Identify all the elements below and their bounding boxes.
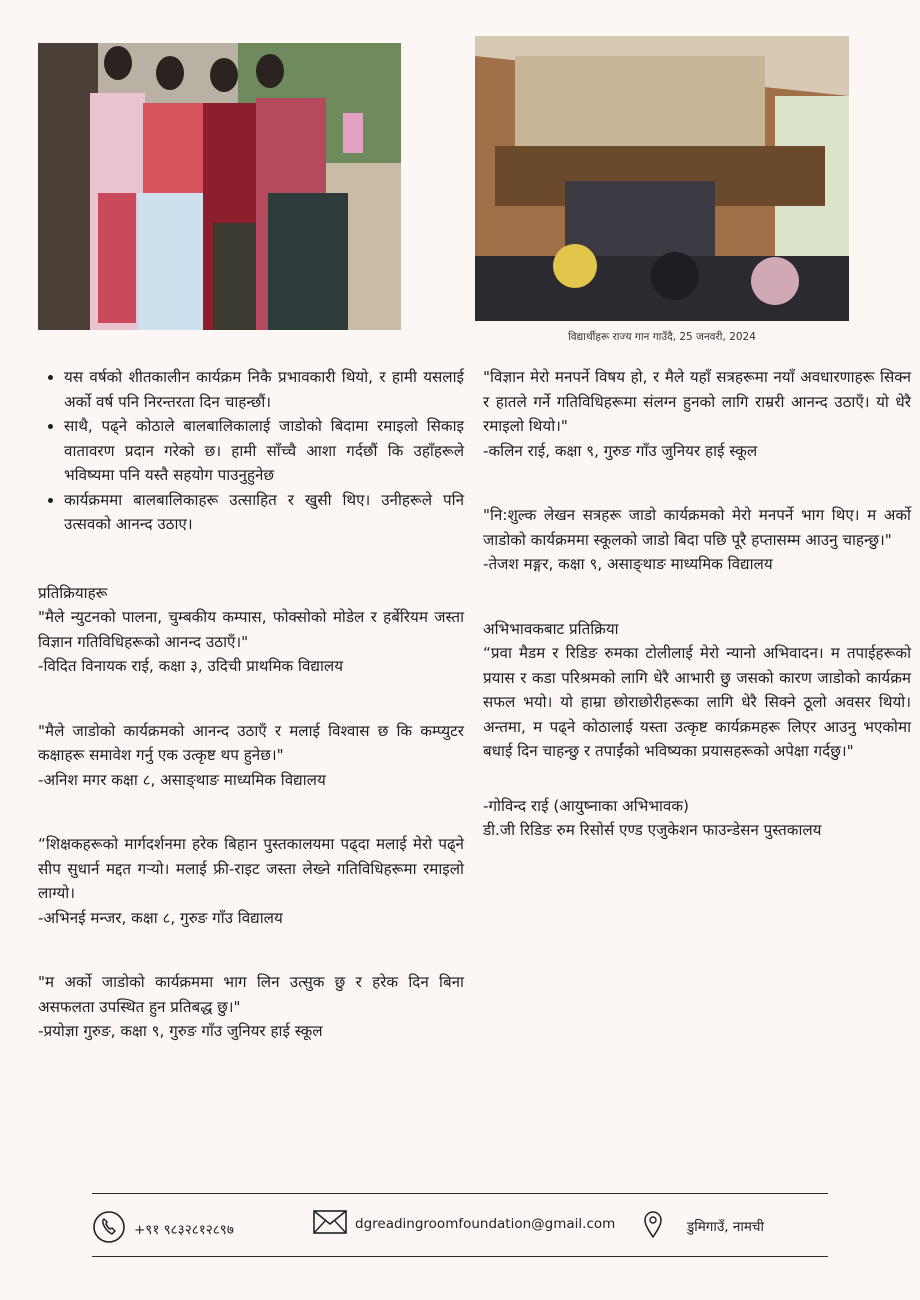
phone-icon	[92, 1210, 126, 1248]
footer-email[interactable]	[313, 1210, 615, 1238]
highlight-item: • कार्यक्रममा बालबालिकाहरू उत्साहित र खुसी थिए। उनीहरूले पनि उत्सवको आनन्द उठाए।	[64, 488, 464, 537]
parent-feedback-heading: अभिभावकबाट प्रतिक्रिया	[483, 619, 619, 638]
parent-attribution: -गोविन्द राई (आयुष्नाका अभिभावक)	[483, 796, 689, 815]
highlights-list	[38, 365, 464, 537]
phone-number: +९१ ९८३२८१२८९७	[134, 1222, 234, 1238]
address-text: डुमिगाउँ, नामची	[687, 1219, 765, 1235]
location-pin-icon	[643, 1210, 663, 1242]
right-column	[483, 365, 911, 843]
footer-divider-bottom	[92, 1256, 828, 1257]
feedback-attribution: -प्रयोज्ञा गुरुङ, कक्षा ९, गुरुङ गाँउ जुनियर हाई स्कूल	[38, 1022, 323, 1040]
feedback-attribution: -अनिश मगर कक्षा ८, असाङ्थाङ माध्यमिक विद्यालय	[38, 770, 326, 789]
feedback-heading: प्रतिक्रियाहरू	[38, 583, 108, 602]
feedback-attribution: -तेजश मङ्गर, कक्षा ९, असाङ्थाङ माध्यमिक विद्यालय	[483, 555, 773, 573]
photo-students-singing	[475, 36, 849, 321]
feedback-quote: "नि:शुल्क लेखन सत्रहरू जाडो कार्यक्रमको मेरो मनपर्ने भाग थिए। म अर्को जाडोको कार्यक्रममा स्कूलको जाडो बिदा पछि पूरै हप्तासम्म आउनु चाहन्छु।"	[483, 506, 911, 549]
feedback-attribution: -अभिनई मन्जर, कक्षा ८, गुरुङ गाँउ विद्यालय	[38, 908, 283, 927]
feedback-quote: "मैले जाडोको कार्यक्रमको आनन्द उठाएँ र मलाई विश्वास छ कि कम्प्युटर कक्षाहरू समावेश गर्नु एक उत्कृष्ट थप हुनेछ।"	[38, 721, 464, 764]
feedback-attribution: -विदित विनायक राई, कक्षा ३, उदिची प्राथमिक विद्यालय	[38, 657, 344, 675]
envelope-icon	[313, 1210, 347, 1238]
footer-divider-top	[92, 1193, 828, 1194]
feedback-attribution: -कलिन राई, कक्षा ९, गुरुङ गाँउ जुनियर हाई स्कूल	[483, 441, 758, 460]
email-address: dgreadingroomfoundation@gmail.com	[355, 1216, 616, 1232]
footer-address	[643, 1210, 764, 1242]
photo-caption: विद्यार्थीहरू राज्य गान गाउँदै, 25 जनवरी, 2024	[568, 331, 756, 343]
parent-quote: “प्रवा मैडम र रिडिङ रुमका टोलीलाई मेरो न्यानो अभिवादन। म तपाईहरूको प्रयास र कडा परिश्रमको लागि धेरै आभारी छु जसको कारण जाडोको कार्यक्रम सफल भयो। यो हाम्रा छोराछोरीहरूका लागि धेरै सिक्ने ठूलो अवसर थियो। अन्तमा, म पढ्ने कोठालाई यस्ता उत्कृष्ट कार्यक्रमहरू लिएर आउनु भएकोमा बधाई दिन चाहन्छु र तपाईंको भविष्यका प्रयासहरूको अपेक्षा गर्दछु।"	[483, 644, 911, 760]
footer-phone[interactable]	[92, 1210, 234, 1248]
left-column	[38, 365, 464, 1044]
parent-organization: डी.जी रिडिङ रुम रिसोर्स एण्ड एजुकेशन फाउन्डेसन पुस्तकालय	[483, 821, 822, 839]
feedback-quote: "मैले न्युटनको पालना, चुम्बकीय कम्पास, फोक्सोको मोडेल र हर्बेरियम जस्ता विज्ञान गतिविधिहरूको आनन्द उठाएँ।"	[38, 608, 464, 651]
feedback-quote: "म अर्को जाडोको कार्यक्रममा भाग लिन उत्सुक छु र हरेक दिन बिना असफलता उपस्थित हुन प्रतिबद्ध छु।"	[38, 973, 464, 1016]
highlight-item: • यस वर्षको शीतकालीन कार्यक्रम निकै प्रभावकारी थियो, र हामी यसलाई अर्को वर्ष पनि निरन्तरता दिन चाहन्छौं।	[64, 365, 464, 414]
feedback-quote: "विज्ञान मेरो मनपर्ने विषय हो, र मैले यहाँ सत्रहरूमा नयाँ अवधारणाहरू सिक्न र हातले गर्ने गतिविधिहरूमा संलग्न हुनको लागि राम्ररी आनन्द उठाएँ। यो धेरै रमाइलो थियो।"	[483, 368, 911, 435]
feedback-quote: “शिक्षकहरूको मार्गदर्शनमा हरेक बिहान पुस्तकालयमा पढ्दा मलाई मेरो पढ्ने सीप सुधार्न मद्दत गऱ्यो। मलाई फ्री-राइट जस्ता लेख्ने गतिविधिहरूमा रमाइलो लाग्यो।	[38, 835, 464, 902]
highlight-item: • साथै, पढ्ने कोठाले बालबालिकालाई जाडोको बिदामा रमाइलो सिकाइ वातावरण प्रदान गरेको छ। हामी साँच्चै आशा गर्दछौं कि उहाँहरूले भविष्यमा पनि यस्तै सहयोग पाउनुहुनेछ	[64, 414, 464, 488]
photo-girls	[38, 43, 401, 330]
